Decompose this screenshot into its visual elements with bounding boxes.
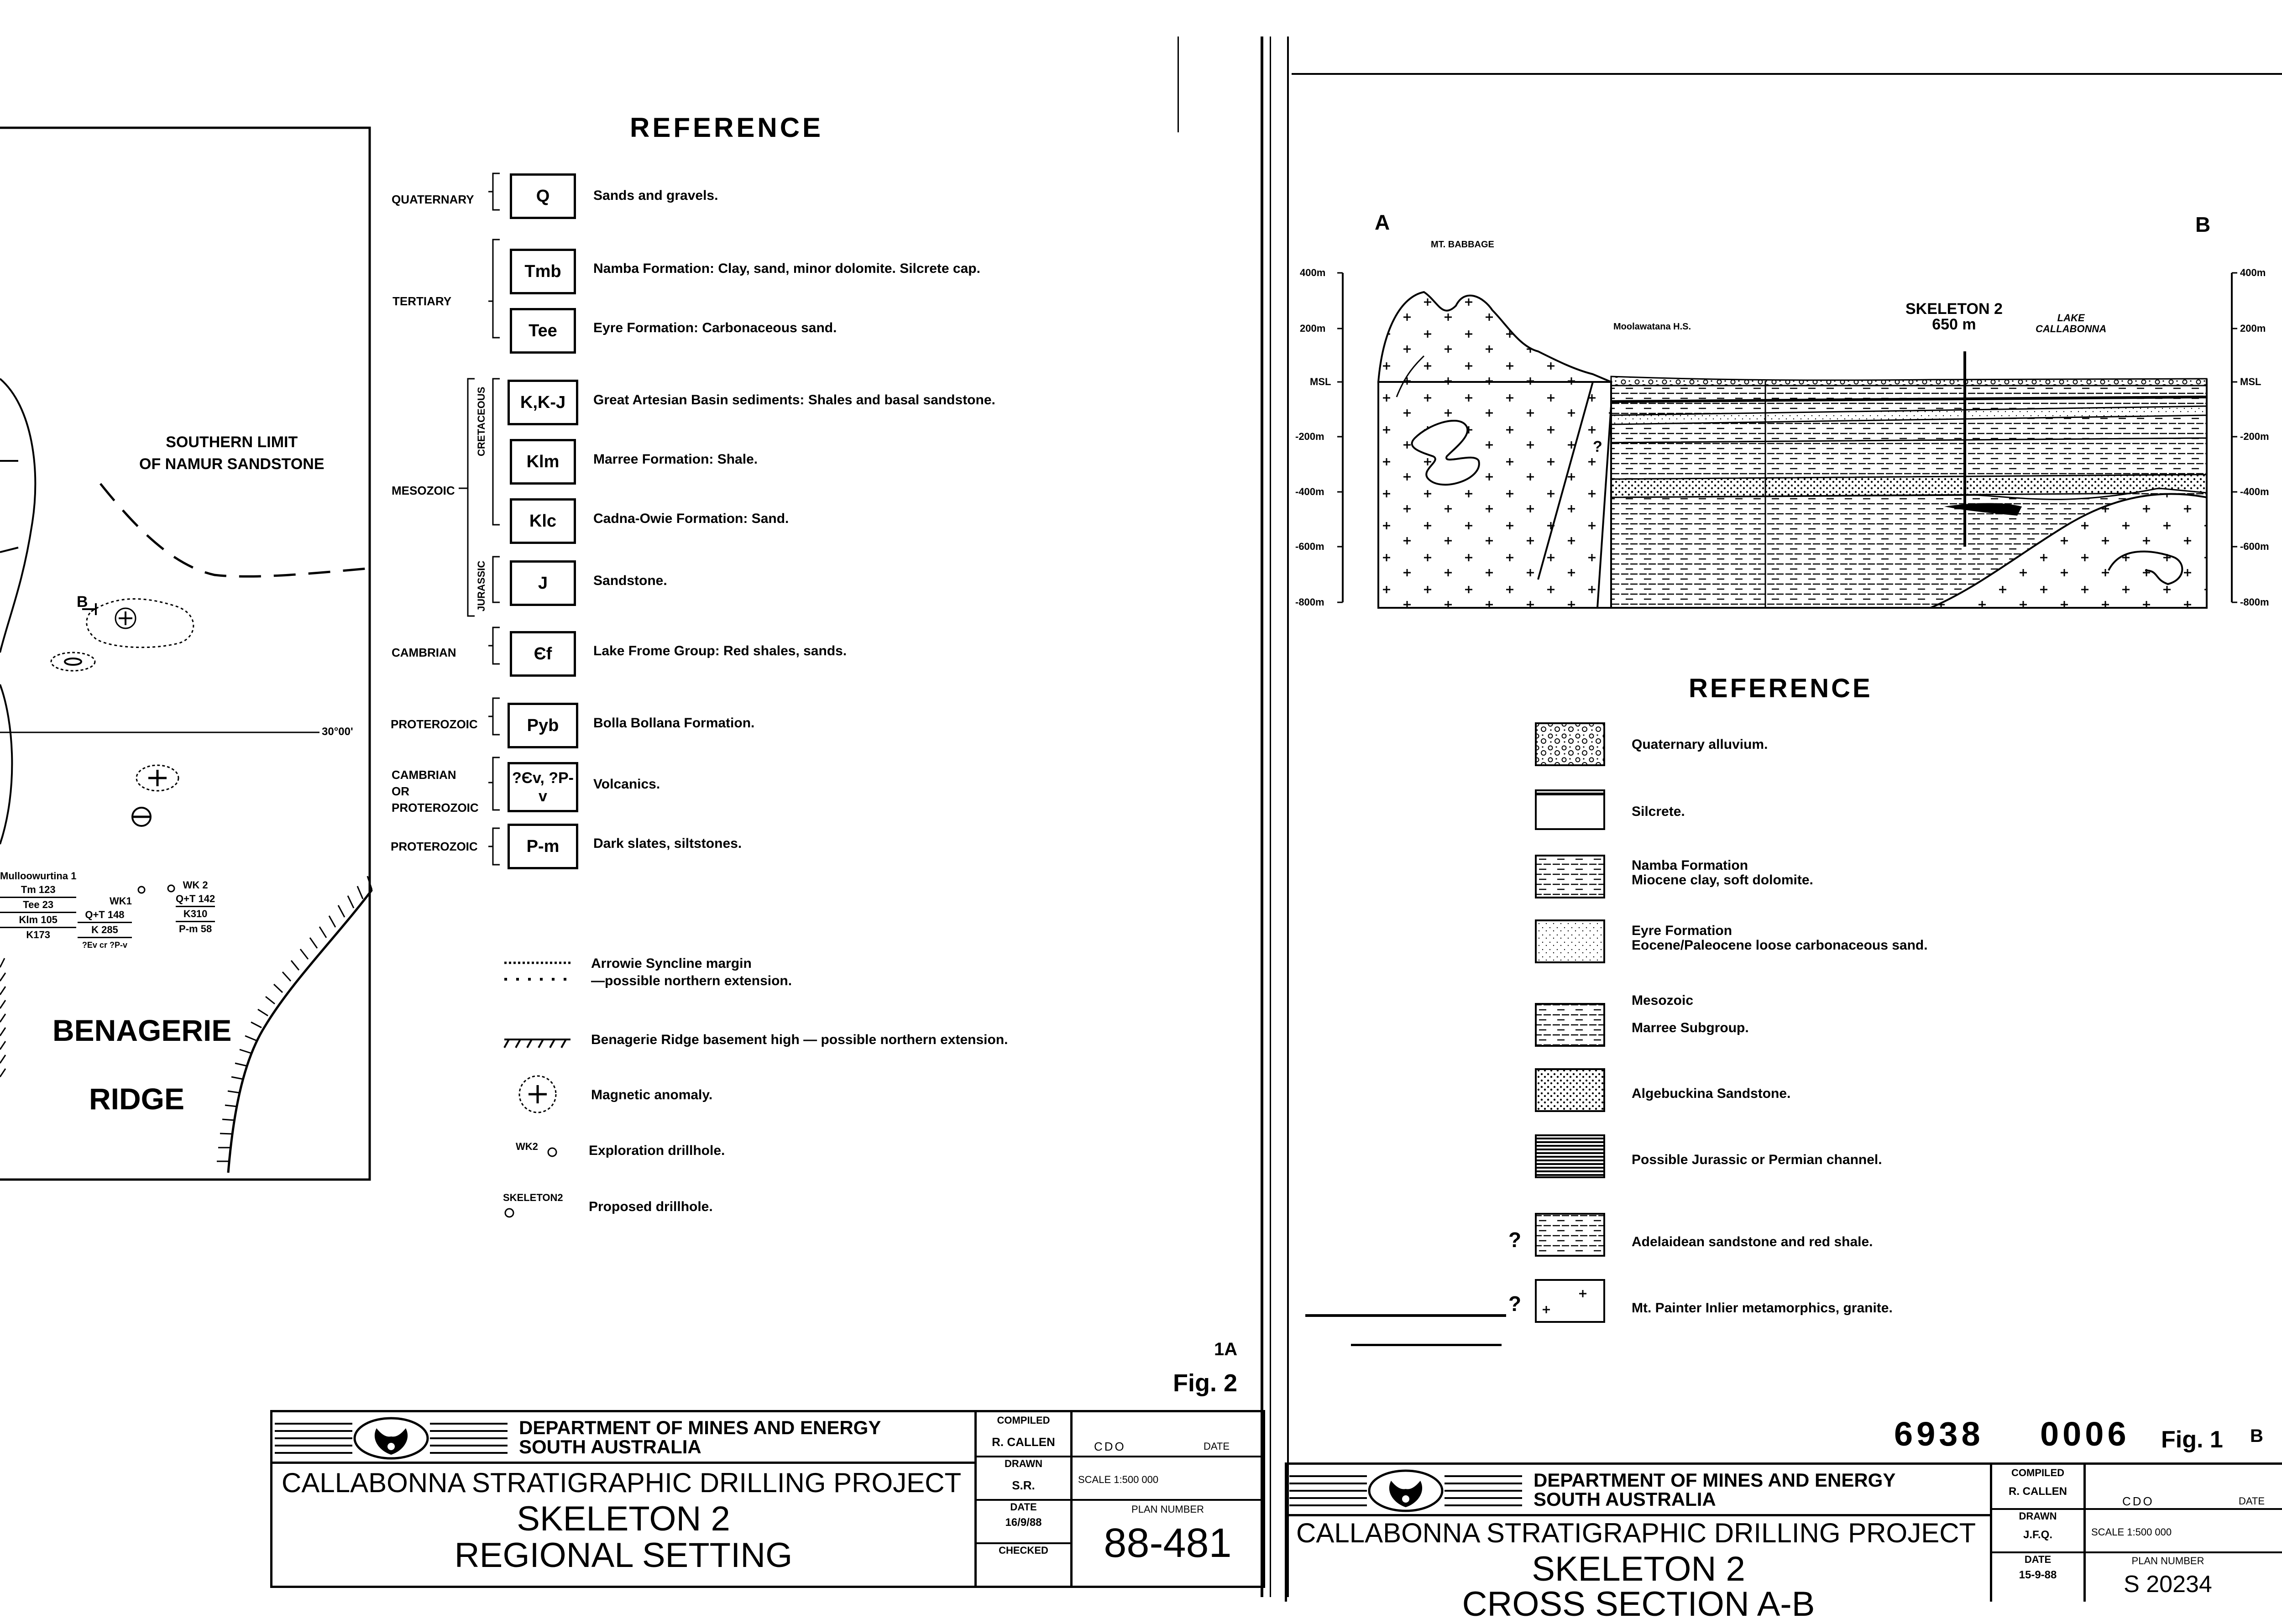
- basin-outline-2: [0, 684, 12, 844]
- axis-left-200: 200m: [1300, 323, 1326, 334]
- sheet-divider-3: [1287, 37, 1289, 1597]
- right-department-logo: [1287, 1467, 1524, 1513]
- well-mulloowurtina: Mulloowurtina 1 Tm 123 Tee 23 Klm 105 K173: [0, 870, 77, 940]
- era-mesozoic: MESOZOIC: [392, 484, 455, 497]
- legend-adelaidean: Adelaidean sandstone and red shale.: [1632, 1234, 1873, 1249]
- unit-desc-j: Sandstone.: [593, 573, 667, 588]
- point-b-label: B: [77, 593, 88, 611]
- legend-silcrete: Silcrete.: [1632, 804, 1685, 819]
- legend-query-2: ?: [1508, 1292, 1522, 1316]
- unit-box-j: J: [510, 560, 576, 606]
- archive-number-1: 6938: [1894, 1415, 1984, 1453]
- basement-granite-left: [1378, 382, 1611, 608]
- legend-ridge: Benagerie Ridge basement high — possible northern extension.: [591, 1032, 1008, 1047]
- swatch-eyre: [1536, 920, 1604, 962]
- unit-box-cf: Єf: [510, 631, 576, 677]
- namur-limit-label: SOUTHERN LIMIT OF NAMUR SANDSTONE: [139, 433, 325, 473]
- legend-drillhole-code: WK2: [516, 1141, 538, 1152]
- legend-proposed: Proposed drillhole.: [589, 1199, 713, 1214]
- right-department: DEPARTMENT OF MINES AND ENERGY: [1534, 1469, 1896, 1491]
- cross-section: [1292, 260, 2282, 625]
- legend-drillhole: Exploration drillhole.: [589, 1143, 725, 1158]
- era-proterozoic-2: PROTEROZOIC: [391, 840, 478, 853]
- right-plan-label: PLAN NUMBER: [2131, 1555, 2204, 1567]
- axis-left-m200: -200m: [1295, 431, 1324, 442]
- legend-namba-2: Miocene clay, soft dolomite.: [1632, 872, 1813, 888]
- right-state: SOUTH AUSTRALIA: [1534, 1488, 1716, 1510]
- cretaceous-label: CRETACEOUS: [476, 386, 487, 456]
- unit-desc-k: Great Artesian Basin sediments: Shales and basal sandstone.: [593, 392, 995, 407]
- basin-outline: [0, 379, 35, 653]
- left-fig-mark: 1A: [1214, 1339, 1238, 1359]
- left-drawn-label: DRAWN: [1004, 1458, 1043, 1469]
- right-reference-title: REFERENCE: [1689, 674, 1873, 703]
- right-cdo-date-label: DATE: [2239, 1495, 2265, 1507]
- legend-channel: Possible Jurassic or Permian channel.: [1632, 1152, 1882, 1167]
- legend-eyre-1: Eyre Formation: [1632, 923, 1732, 938]
- unit-desc-pm: Dark slates, siltstones.: [593, 836, 742, 851]
- left-department-logo: [272, 1415, 510, 1460]
- era-cambrian: CAMBRIAN: [392, 646, 456, 659]
- legend-proposed-code: SKELETON2: [503, 1192, 563, 1203]
- left-plan-number: 88-481: [1104, 1520, 1232, 1566]
- legend-query-1: ?: [1508, 1228, 1522, 1252]
- section-end-a: A: [1375, 210, 1390, 234]
- right-scale: SCALE 1:500 000: [2091, 1526, 2172, 1538]
- ridge-label: RIDGE: [89, 1082, 185, 1116]
- marree-layer-2: [1611, 438, 2207, 479]
- right-fig-label: Fig. 1: [2161, 1426, 2223, 1453]
- well-wk2: WK 2 Q+T 142 K310 P-m 58: [176, 879, 215, 935]
- jurassic-label: JURASSIC: [476, 560, 487, 611]
- left-compiled-by: R. CALLEN: [992, 1435, 1055, 1449]
- era-proterozoic-1: PROTEROZOIC: [391, 717, 478, 731]
- era-cambrian-or-proterozoic: CAMBRIAN OR PROTEROZOIC: [392, 768, 479, 815]
- legend-eyre-2: Eocene/Paleocene loose carbonaceous sand.: [1632, 938, 1928, 953]
- unit-desc-volcanics: Volcanics.: [593, 777, 660, 792]
- unit-box-tee: Tee: [510, 308, 576, 354]
- swatch-quaternary: [1536, 723, 1604, 765]
- axis-right-m200: -200m: [2240, 431, 2269, 442]
- well-wk1: WK1 Q+T 148 K 285 ?Ev cr ?P-v: [78, 894, 132, 952]
- algebuckina-layer: [1611, 475, 2207, 497]
- right-cdo-label: CDO: [2122, 1494, 2154, 1508]
- left-checked-label: CHECKED: [999, 1545, 1048, 1556]
- right-top-rule: [1292, 73, 2282, 75]
- unit-box-q: Q: [510, 173, 576, 219]
- legend-syncline: Arrowie Syncline margin: [591, 956, 752, 971]
- right-reference-swatches: [1534, 721, 1616, 1332]
- unit-desc-cf: Lake Frome Group: Red shales, sands.: [593, 643, 847, 658]
- legend-mesozoic-2: Marree Subgroup.: [1632, 1020, 1749, 1035]
- right-drawn-by: J.F.Q.: [2023, 1529, 2053, 1541]
- left-date: 16/9/88: [1005, 1516, 1042, 1529]
- ridge-boundary: [228, 890, 372, 1173]
- left-margin-mark: [1178, 37, 1179, 132]
- unit-desc-tee: Eyre Formation: Carbonaceous sand.: [593, 320, 837, 335]
- right-drawn-label: DRAWN: [2019, 1510, 2057, 1522]
- left-project: CALLABONNA STRATIGRAPHIC DRILLING PROJECT: [282, 1467, 962, 1498]
- unit-desc-q: Sands and gravels.: [593, 188, 718, 203]
- left-drawn-by: S.R.: [1012, 1478, 1035, 1492]
- scan-rule-1: [1305, 1314, 1506, 1317]
- quaternary-alluvium: [1611, 376, 2207, 386]
- drillhole-wk1: [138, 887, 145, 893]
- legend-algebuckina: Algebuckina Sandstone.: [1632, 1086, 1791, 1101]
- unit-box-klm: Klm: [510, 439, 576, 485]
- unit-desc-pyb: Bolla Bollana Formation.: [593, 715, 755, 731]
- left-title-block: [270, 1410, 1265, 1588]
- mt-babbage-label: MT. BABBAGE: [1431, 240, 1494, 250]
- magnetic-anomaly-2: [51, 653, 95, 671]
- legend-magnetic: Magnetic anomaly.: [591, 1087, 713, 1102]
- left-state: SOUTH AUSTRALIA: [519, 1436, 701, 1457]
- legend-syncline-ext: —possible northern extension.: [591, 973, 792, 988]
- sheet-divider: [1261, 37, 1263, 1597]
- axis-right-200: 200m: [2240, 323, 2266, 334]
- section-query: ?: [1593, 438, 1602, 455]
- unit-box-pyb: Pyb: [508, 703, 578, 748]
- swatch-painter: [1536, 1280, 1604, 1322]
- homestead-label: Moolawatana H.S.: [1613, 322, 1691, 332]
- axis-left-m400: -400m: [1295, 486, 1324, 497]
- axis-left-msl: MSL: [1310, 376, 1331, 387]
- left-department: DEPARTMENT OF MINES AND ENERGY: [519, 1417, 881, 1438]
- right-plan-number: S 20234: [2124, 1571, 2212, 1598]
- legend-mesozoic-1: Mesozoic: [1632, 993, 1694, 1008]
- axis-right-m800: -800m: [2240, 596, 2269, 608]
- anomaly-cross: [119, 611, 132, 625]
- axis-right-m600: -600m: [2240, 541, 2269, 552]
- section-end-b: B: [2195, 213, 2211, 236]
- swatch-algebuckina: [1536, 1069, 1604, 1111]
- right-title-block: [1285, 1462, 2282, 1624]
- era-tertiary: TERTIARY: [393, 294, 452, 308]
- scan-rule-2: [1351, 1344, 1502, 1346]
- right-title1: SKELETON 2: [1532, 1550, 1745, 1588]
- namur-limit-line: [100, 484, 372, 576]
- unit-desc-klm: Marree Formation: Shale.: [593, 452, 758, 467]
- swatch-marree: [1536, 1004, 1604, 1046]
- lake-callabonna-label: LAKE CALLABONNA: [2036, 312, 2107, 334]
- left-plan-label: PLAN NUMBER: [1131, 1504, 1204, 1515]
- sheet-divider-2: [1270, 37, 1271, 1597]
- swatch-channel: [1536, 1135, 1604, 1177]
- magnetic-anomaly-1: [87, 599, 194, 648]
- axis-left-400: 400m: [1300, 267, 1326, 278]
- unit-box-pm: P-m: [508, 824, 578, 869]
- right-date-label: DATE: [2024, 1554, 2052, 1565]
- drillhole-wk2: [168, 885, 174, 892]
- left-title1: SKELETON 2: [517, 1499, 730, 1538]
- left-fig-label: Fig. 2: [1173, 1369, 1238, 1397]
- left-date-label: DATE: [1010, 1501, 1037, 1513]
- swatch-silcrete: [1536, 790, 1604, 829]
- right-date: 15-9-88: [2019, 1569, 2057, 1581]
- right-fig-mark: B: [2250, 1426, 2263, 1446]
- left-title2: REGIONAL SETTING: [454, 1536, 793, 1575]
- right-project: CALLABONNA STRATIGRAPHIC DRILLING PROJECT: [1296, 1518, 1976, 1548]
- proposed-swatch: [505, 1209, 513, 1217]
- benagerie-label: BENAGERIE: [52, 1013, 232, 1047]
- axis-right-400: 400m: [2240, 267, 2266, 278]
- left-cdo-date-label: DATE: [1204, 1441, 1230, 1452]
- legend-painter: Mt. Painter Inlier metamorphics, granite.: [1632, 1300, 1893, 1316]
- axis-left-m800: -800m: [1295, 596, 1324, 608]
- left-cdo-label: CDO: [1094, 1440, 1126, 1453]
- left-symbol-swatches: [502, 949, 589, 1232]
- axis-right-m400: -400m: [2240, 486, 2269, 497]
- unit-box-klc: Klc: [510, 498, 576, 544]
- left-reference-title: REFERENCE: [630, 112, 824, 143]
- legend-quaternary: Quaternary alluvium.: [1632, 737, 1768, 752]
- left-reference-brackets: [452, 164, 516, 894]
- archive-number-2: 0006: [2040, 1415, 2130, 1453]
- unit-box-tmb: Tmb: [510, 249, 576, 294]
- unit-desc-klc: Cadna-Owie Formation: Sand.: [593, 511, 789, 526]
- era-quaternary: QUATERNARY: [392, 193, 474, 206]
- swatch-namba: [1536, 856, 1604, 898]
- latitude-label: 30°00': [322, 726, 353, 738]
- swatch-adelaidean: [1536, 1214, 1604, 1256]
- right-compiled-label: COMPILED: [2011, 1467, 2065, 1478]
- legend-namba-1: Namba Formation: [1632, 858, 1748, 873]
- left-scale: SCALE 1:500 000: [1078, 1474, 1159, 1485]
- left-compiled-label: COMPILED: [997, 1415, 1050, 1426]
- unit-desc-tmb: Namba Formation: Clay, sand, minor dolomite. Silcrete cap.: [593, 261, 980, 276]
- skeleton2-label: SKELETON 2 650 m: [1905, 300, 2003, 333]
- right-compiled-by: R. CALLEN: [2009, 1485, 2067, 1498]
- unit-box-k: K,K-J: [508, 380, 578, 425]
- axis-right-msl: MSL: [2240, 376, 2261, 387]
- axis-left-m600: -600m: [1295, 541, 1324, 552]
- unit-box-volcanics: ?Єv, ?P-v: [508, 762, 578, 812]
- drillhole-swatch: [548, 1148, 556, 1156]
- right-title2: CROSS SECTION A-B: [1462, 1585, 1815, 1624]
